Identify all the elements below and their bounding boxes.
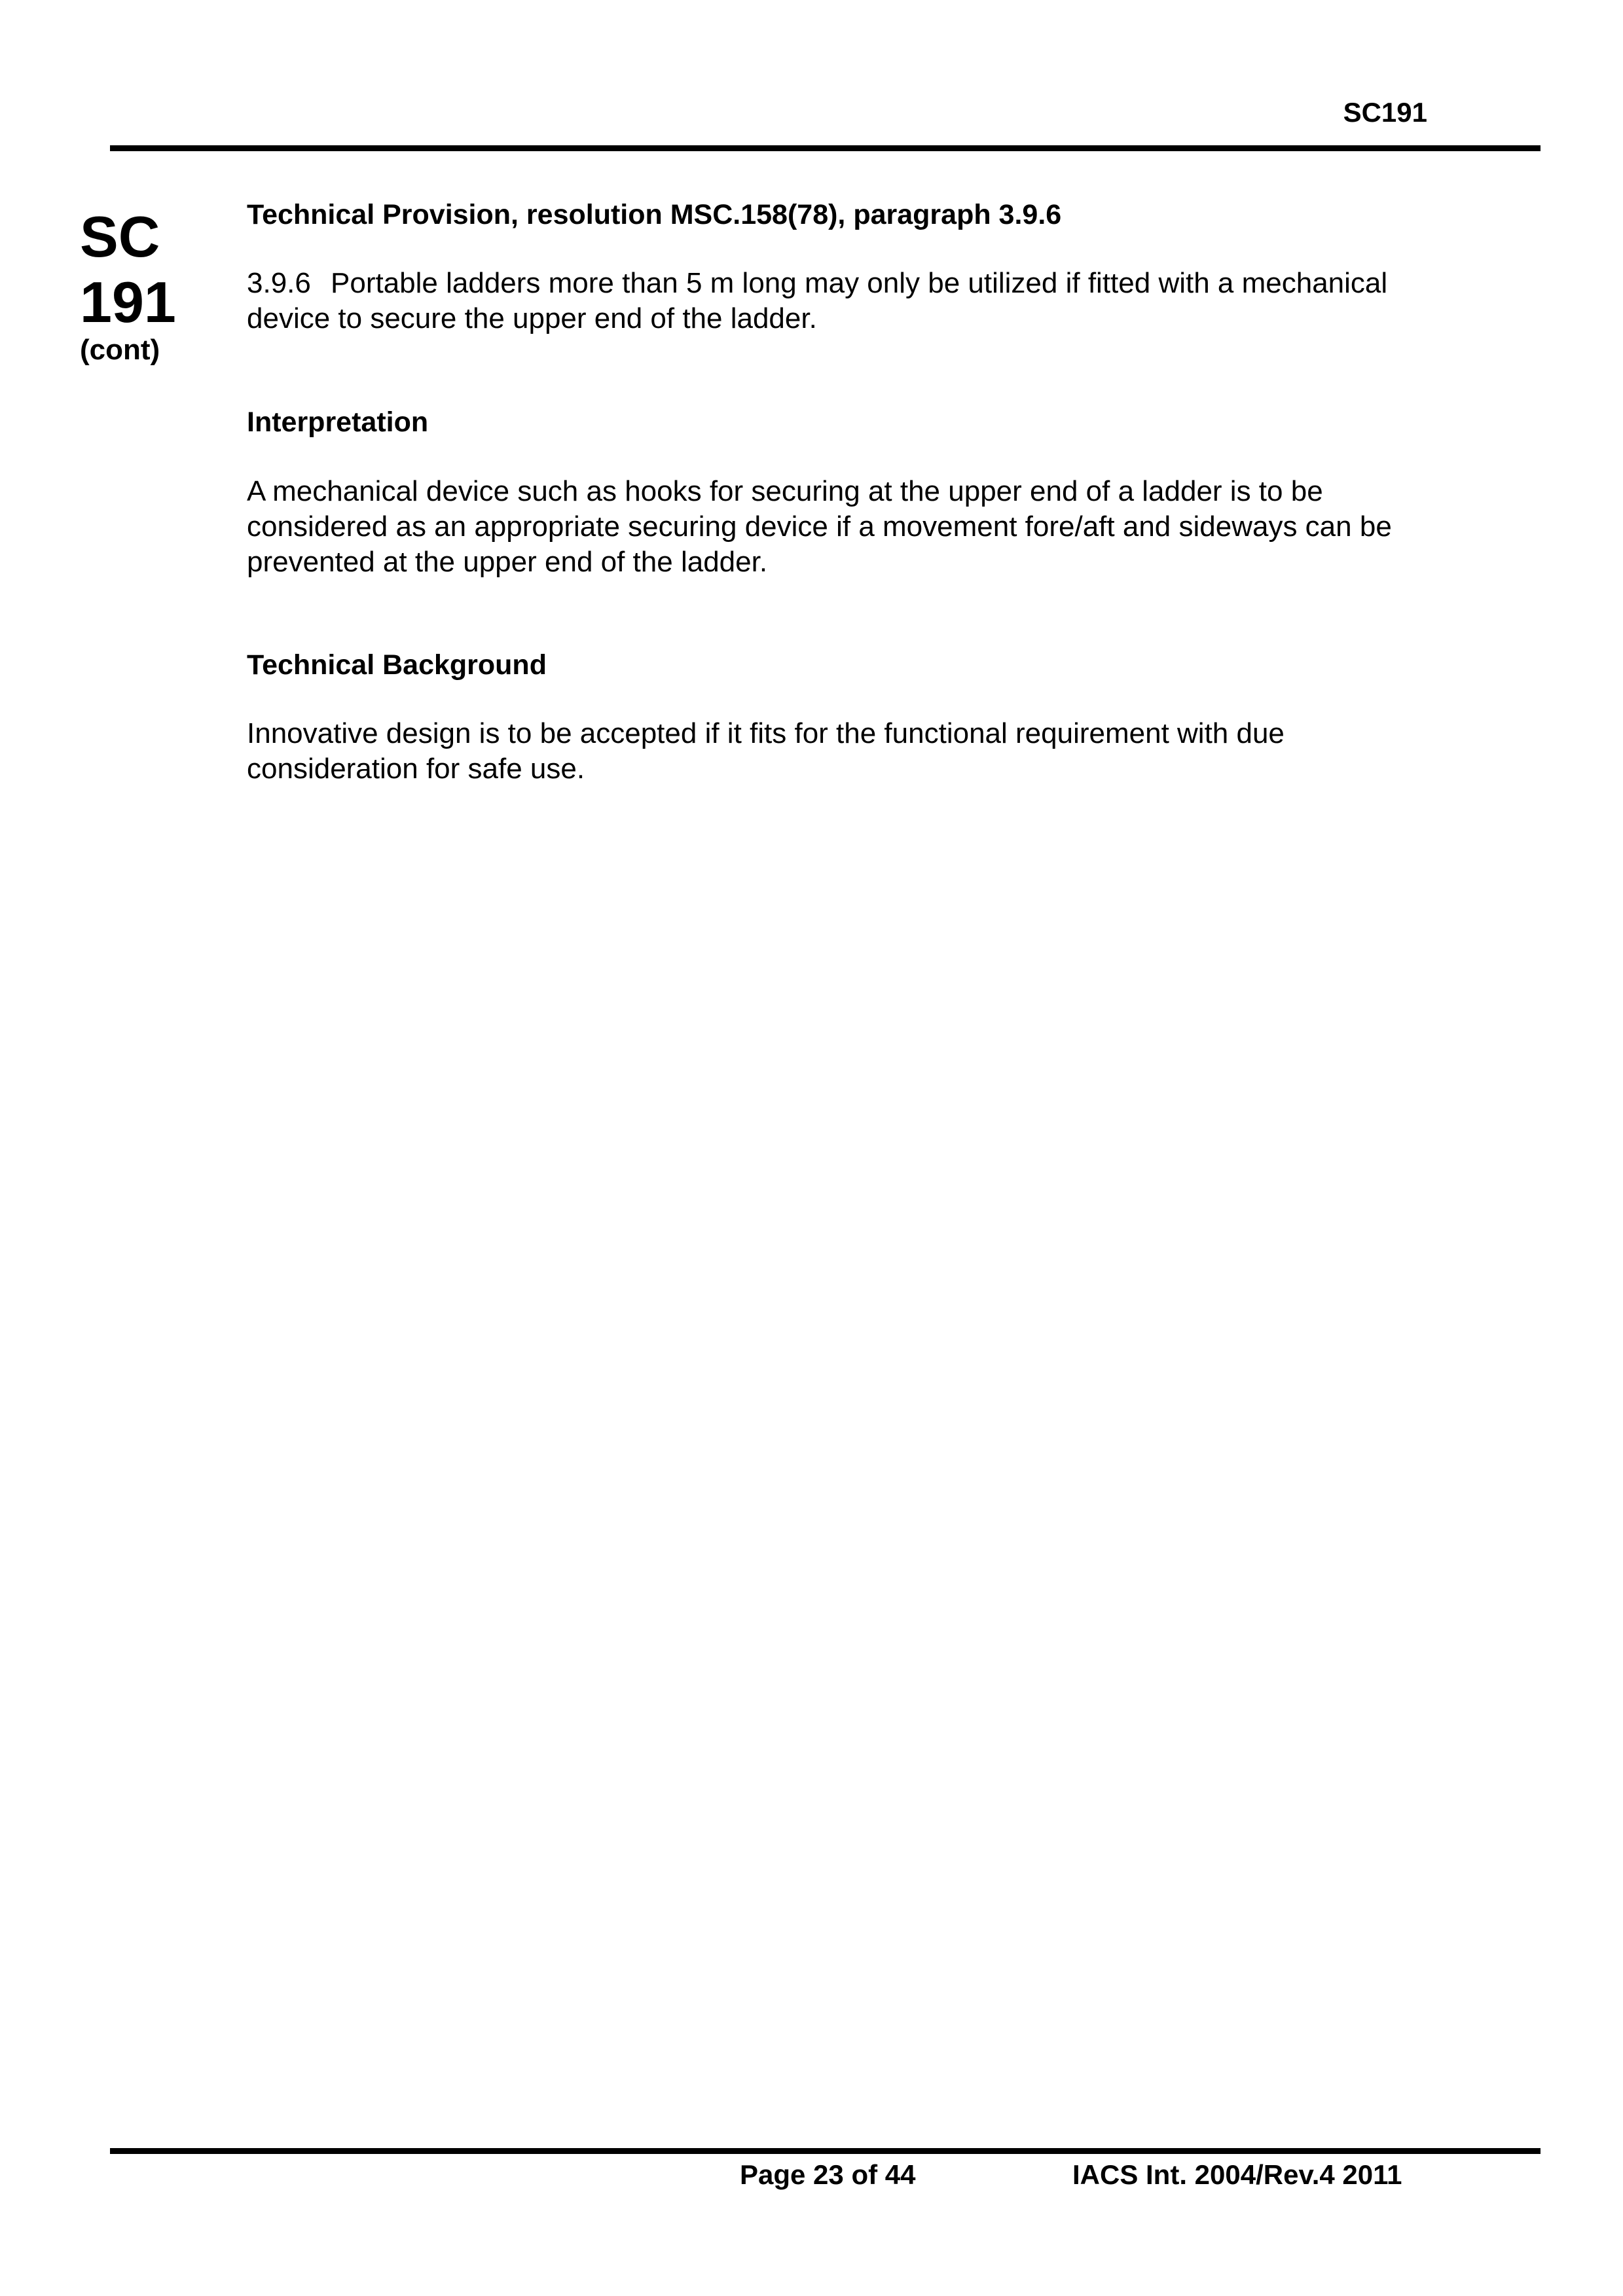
side-label-cont: (cont) [80, 334, 160, 366]
section-heading-technical-provision: Technical Provision, resolution MSC.158(78), paragraph 3.9.6 [247, 199, 1062, 230]
paragraph-number: 3.9.6 [247, 267, 311, 299]
paragraph-line: consideration for safe use. [247, 753, 585, 785]
header-rule [110, 145, 1541, 151]
section-heading-technical-background: Technical Background [247, 649, 547, 681]
paragraph-line: A mechanical device such as hooks for securing at the upper end of a ladder is to be [247, 475, 1323, 507]
side-label-sc: SC [80, 204, 160, 269]
side-label-number: 191 [80, 270, 176, 334]
footer-page-number: Page 23 of 44 [740, 2159, 916, 2190]
footer-rule [110, 2148, 1541, 2154]
paragraph-line: considered as an appropriate securing device if a movement fore/aft and sideways can be [247, 511, 1392, 543]
paragraph-line: prevented at the upper end of the ladder. [247, 546, 768, 578]
header-code: SC191 [1343, 97, 1427, 128]
footer-doc-reference: IACS Int. 2004/Rev.4 2011 [1072, 2159, 1402, 2190]
section-heading-interpretation: Interpretation [247, 406, 429, 438]
paragraph-line: Innovative design is to be accepted if it fits for the functional requirement with due [247, 717, 1285, 749]
paragraph-line: device to secure the upper end of the ladder. [247, 302, 817, 334]
paragraph-line: 3.9.6 Portable ladders more than 5 m long may only be utilized if fitted with a mechanical [247, 266, 1387, 301]
